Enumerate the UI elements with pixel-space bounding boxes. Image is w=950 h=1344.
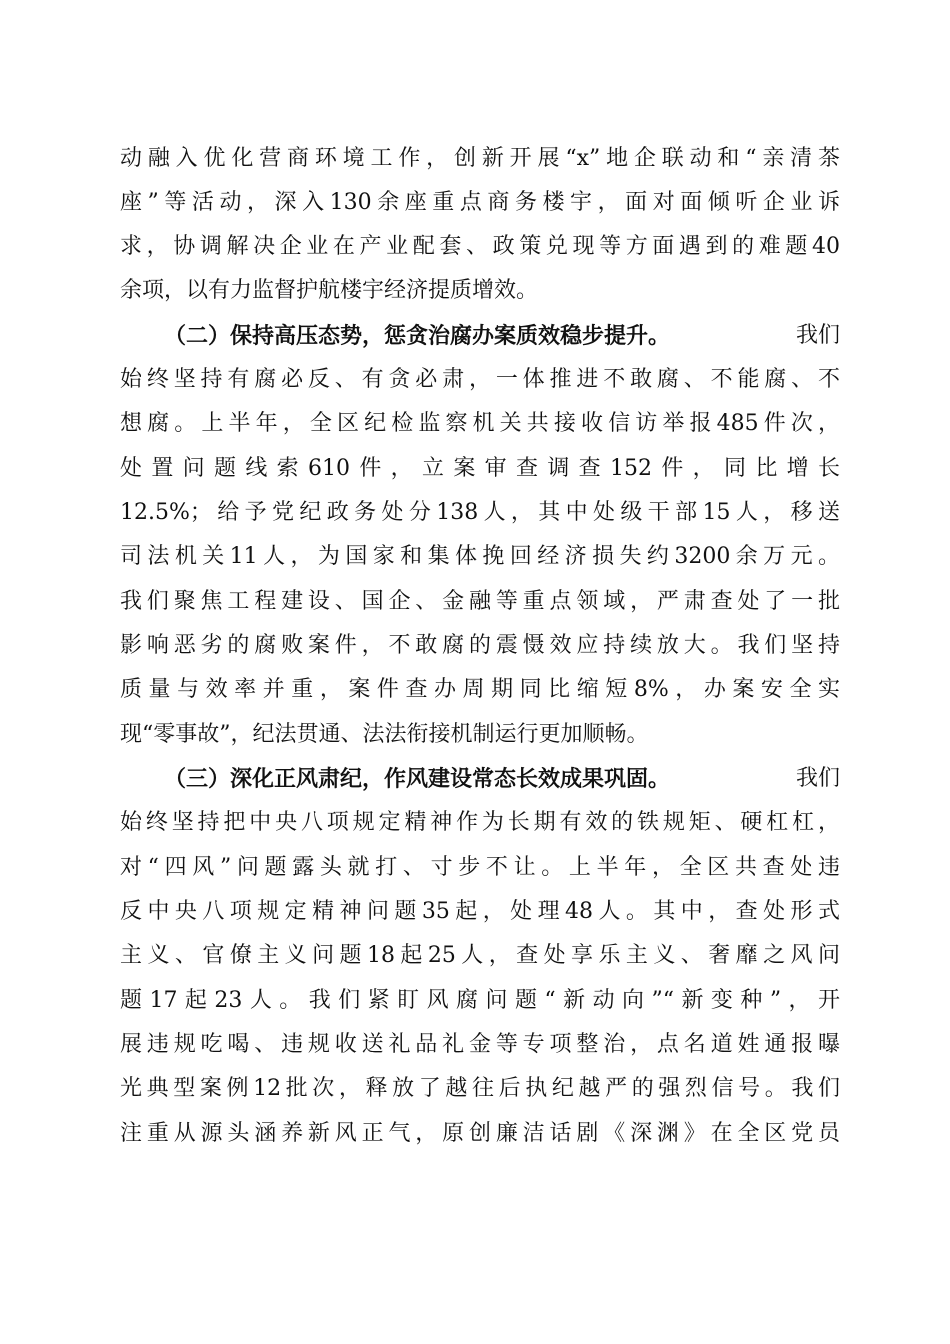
text-line: 光典型案例12批次，释放了越往后执纪越严的强烈信号。我们 (120, 1076, 840, 1101)
text-line: 座”等活动，深入130余座重点商务楼宇，面对面倾听企业诉 (120, 190, 840, 215)
text-line: 12.5%；给予党纪政务处分138人，其中处级干部15人，移送 (120, 500, 840, 525)
text-line: 处置问题线索610件，立案审查调查152件，同比增长 (120, 456, 840, 481)
text-line: 主义、官僚主义问题18起25人，查处享乐主义、奢靡之风问 (120, 943, 840, 968)
text-line: 题17起23人。我们紧盯风腐问题“新动向”“新变种”，开 (120, 988, 840, 1013)
text-line: 司法机关11人，为国家和集体挽回经济损失约3200余万元。 (120, 544, 840, 569)
text-fragment: 我们 (795, 323, 840, 348)
paragraph-first-line (164, 764, 840, 794)
text-line: 展违规吃喝、违规收送礼品礼金等专项整治，点名道姓通报曝 (120, 1032, 840, 1057)
text-line: 现“零事故”，纪法贯通、法法衔接机制运行更加顺畅。 (120, 722, 649, 747)
text-line: 始终坚持有腐必反、有贪必肃，一体推进不敢腐、不能腐、不 (120, 367, 840, 392)
text-line: 想腐。上半年，全区纪检监察机关共接收信访举报485件次， (120, 411, 840, 436)
text-line: 反中央八项规定精神问题35起，处理48人。其中，查处形式 (120, 899, 840, 924)
text-line: 动融入优化营商环境工作，创新开展“x”地企联动和“亲清茶 (120, 146, 840, 171)
text-line: 质量与效率并重，案件查办周期同比缩短8%，办案安全实 (120, 677, 840, 702)
text-line: 注重从源头涵养新风正气，原创廉洁话剧《深渊》在全区党员 (120, 1121, 840, 1146)
text-line: 余项，以有力监督护航楼宇经济提质增效。 (120, 278, 539, 303)
text-line: 对“四风”问题露头就打、寸步不让。上半年，全区共查处违 (120, 855, 840, 880)
paragraph-first-line (164, 321, 840, 351)
section-heading: （三）深化正风肃纪，作风建设常态长效成果巩固。 (164, 766, 671, 792)
section-heading: （二）保持高压态势，惩贪治腐办案质效稳步提升。 (164, 323, 671, 349)
text-line: 始终坚持把中央八项规定精神作为长期有效的铁规矩、硬杠杠， (120, 810, 840, 835)
text-line: 影响恶劣的腐败案件，不敢腐的震慑效应持续放大。我们坚持 (120, 633, 840, 658)
text-line: 求，协调解决企业在产业配套、政策兑现等方面遇到的难题40 (120, 234, 840, 259)
text-fragment: 我们 (795, 766, 840, 791)
text-line: 我们聚焦工程建设、国企、金融等重点领域，严肃查处了一批 (120, 589, 840, 614)
